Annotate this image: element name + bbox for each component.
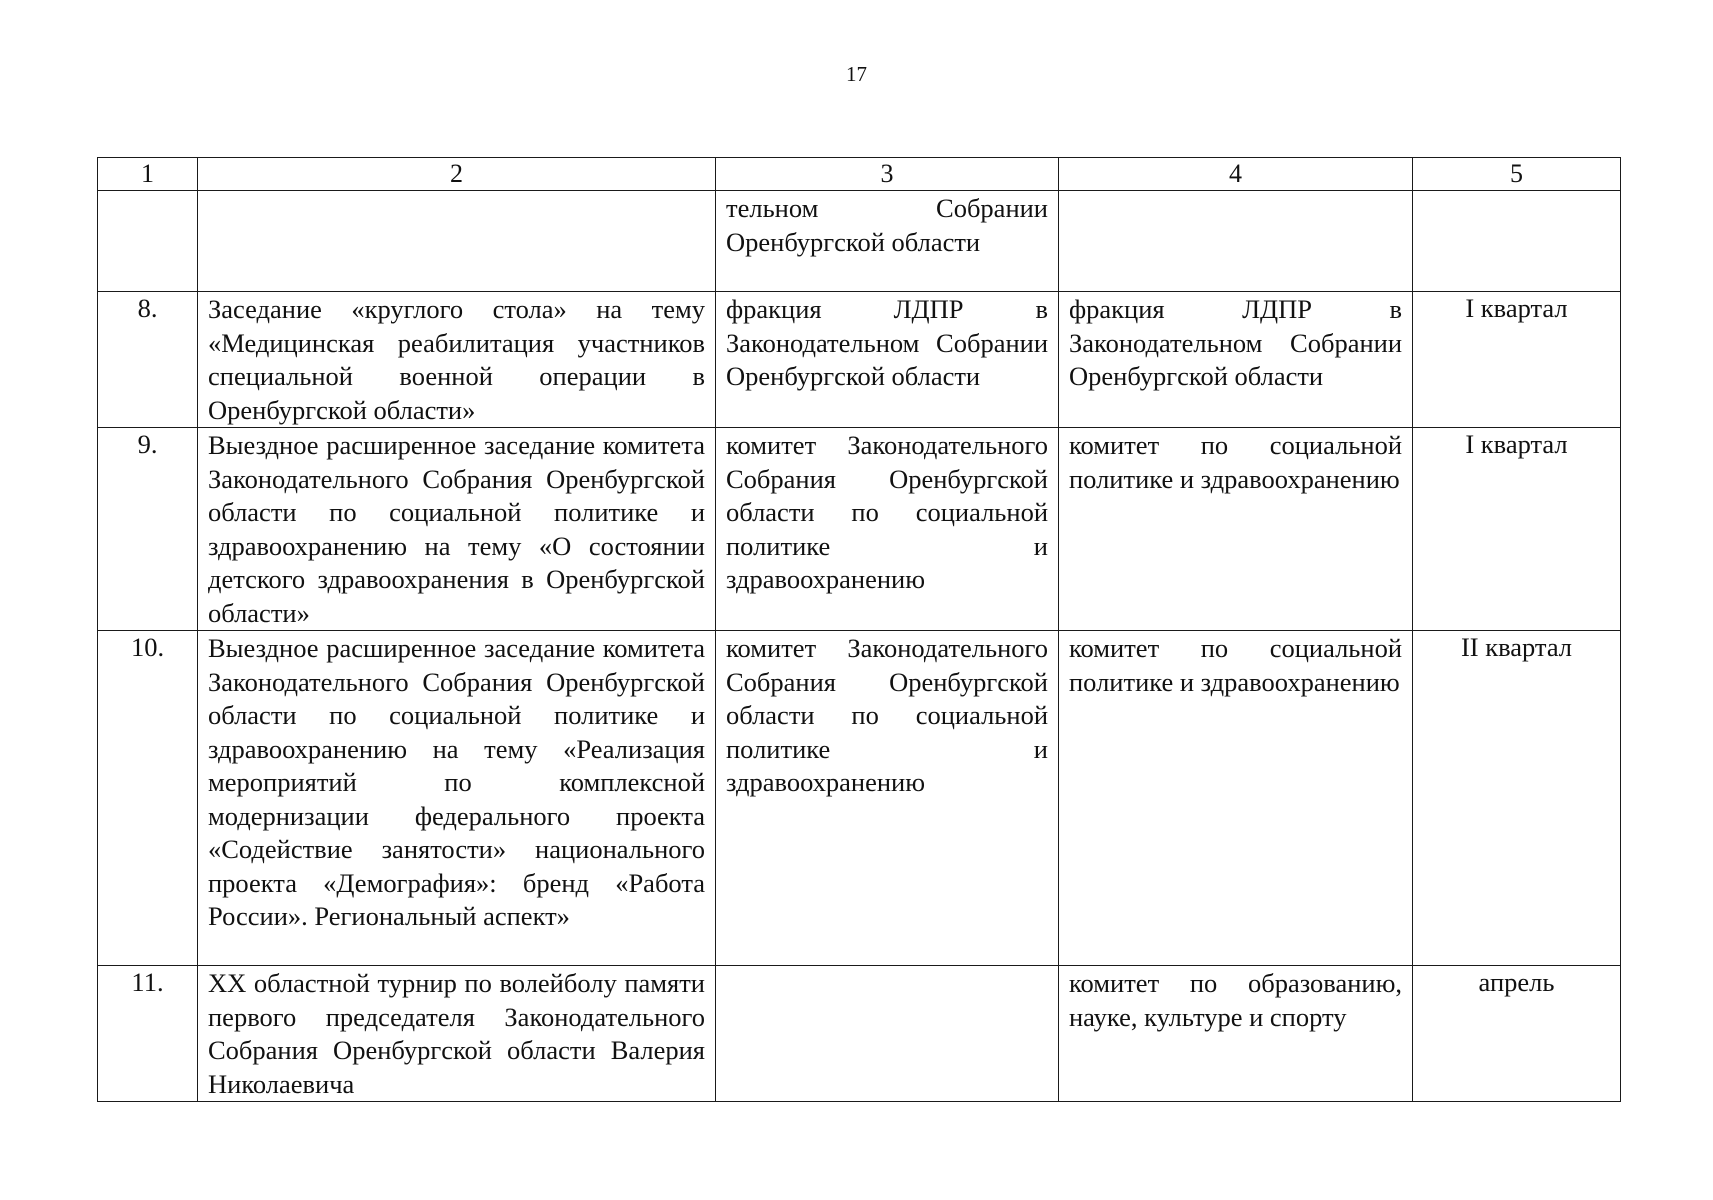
- row-number-cell: [98, 191, 198, 292]
- responsible-cell: [1059, 428, 1413, 631]
- event-cell: [198, 966, 716, 1102]
- row-number-cell: 10.: [98, 631, 198, 966]
- period-cell: I квартал: [1413, 428, 1621, 631]
- initiator-text: комитет Законодательного Собрания Оренбургской области по социальной политике и здравоохранению: [726, 633, 1048, 797]
- event-text: XX областной турнир по волейболу памяти первого председателя Законодательного Собрания Оренбургской области Валерия Николаевича: [208, 968, 705, 1099]
- page-number: 17: [846, 62, 867, 86]
- event-cell: [198, 292, 716, 428]
- responsible-cell: [1059, 191, 1413, 292]
- event-text: Выездное расширенное заседание комитета Законодательного Собрания Оренбургской области по социальной политике и здравоохранению на тему «О состоянии детского здравоохранения в Оренбургской области»: [208, 430, 705, 628]
- initiator-cell: [716, 292, 1059, 428]
- initiator-cell: [716, 428, 1059, 631]
- row-number-cell: 9.: [98, 428, 198, 631]
- event-text: Заседание «круглого стола» на тему «Медицинская реабилитация участников специальной военной операции в Оренбургской области»: [208, 294, 705, 425]
- row-number-cell: 8.: [98, 292, 198, 428]
- period-cell: II квартал: [1413, 631, 1621, 966]
- period-cell: I квартал: [1413, 292, 1621, 428]
- row-number-cell: 11.: [98, 966, 198, 1102]
- initiator-cell: [716, 631, 1059, 966]
- table-row: [98, 428, 1621, 631]
- initiator-cell: [716, 191, 1059, 292]
- initiator-text: фракция ЛДПР в Законодательном Собрании Оренбургской области: [726, 294, 1048, 391]
- column-number-row: [98, 158, 1621, 191]
- column-number-2: 2: [198, 158, 716, 191]
- event-cell: [198, 428, 716, 631]
- table-row-continuation: [98, 191, 1621, 292]
- responsible-cell: [1059, 966, 1413, 1102]
- events-plan-table: [97, 157, 1621, 1102]
- column-number-4: 4: [1059, 158, 1413, 191]
- responsible-text: комитет по образованию, науке, культуре и спорту: [1069, 968, 1402, 1032]
- event-text: Выездное расширенное заседание комитета Законодательного Собрания Оренбургской области по социальной политике и здравоохранению на тему «Реализация мероприятий по комплексной модернизации федерального проекта «Содействие занятости» национального проекта «Демография»: бренд «Работа России». Региональный аспект»: [208, 633, 705, 931]
- period-cell: [1413, 191, 1621, 292]
- period-cell: апрель: [1413, 966, 1621, 1102]
- initiator-text: комитет Законодательного Собрания Оренбургской области по социальной политике и здравоохранению: [726, 430, 1048, 594]
- responsible-text: комитет по социальной политике и здравоохранению: [1069, 430, 1402, 494]
- responsible-text: комитет по социальной политике и здравоохранению: [1069, 633, 1402, 697]
- responsible-text: фракция ЛДПР в Законодательном Собрании Оренбургской области: [1069, 294, 1402, 391]
- table-row: [98, 631, 1621, 966]
- initiator-text: тельном Собрании Оренбургской области: [726, 193, 1048, 257]
- event-cell: [198, 191, 716, 292]
- event-cell: [198, 631, 716, 966]
- initiator-cell: [716, 966, 1059, 1102]
- table-row: [98, 966, 1621, 1102]
- column-number-1: 1: [98, 158, 198, 191]
- responsible-cell: [1059, 292, 1413, 428]
- column-number-5: 5: [1413, 158, 1621, 191]
- column-number-3: 3: [716, 158, 1059, 191]
- responsible-cell: [1059, 631, 1413, 966]
- table-row: [98, 292, 1621, 428]
